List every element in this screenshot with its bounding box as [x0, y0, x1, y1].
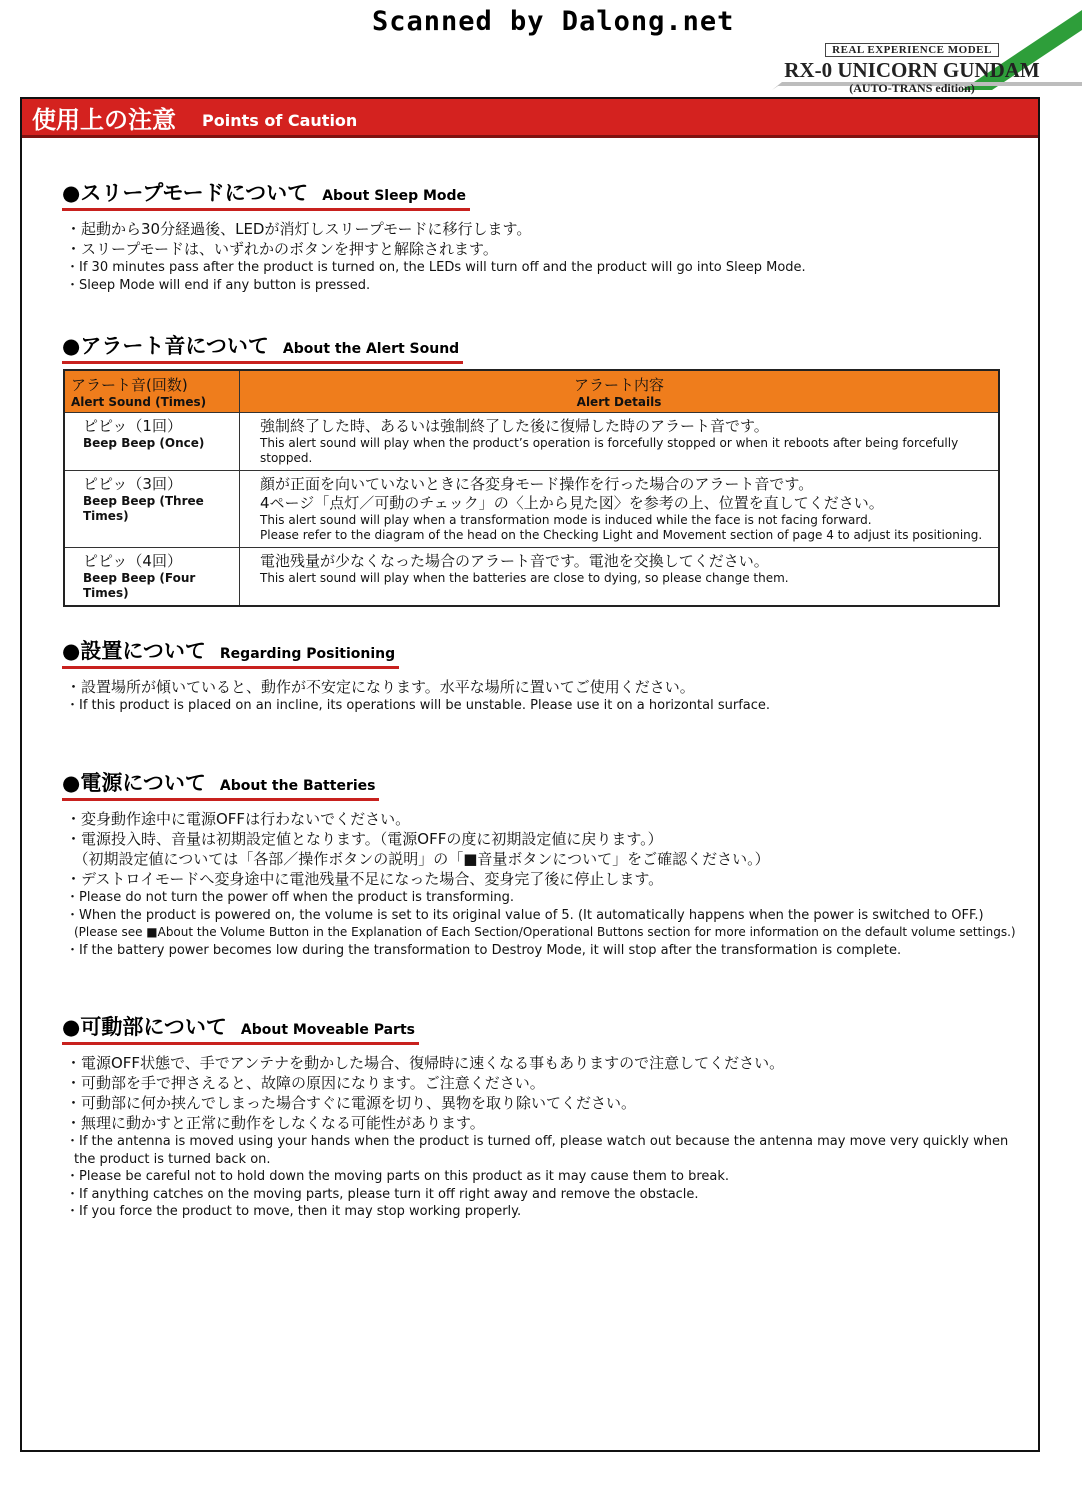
text-line: (Please see ■About the Volume Button in the Explanation of Each Section/Operational Buttons section for more information on the default volume settings.)	[74, 925, 1016, 939]
scanner-watermark: Scanned by Dalong.net	[372, 6, 735, 37]
section-heading-ja: ●設置について	[62, 639, 206, 663]
page-title-ja: 使用上の注意	[32, 105, 176, 134]
section-heading-ja: ●アラート音について	[62, 334, 269, 358]
alert-sound-table	[63, 369, 1000, 607]
section-positioning	[62, 635, 1018, 715]
text-line: ・無理に動かすと正常に動作をしなくなる可能性があります。	[66, 1114, 485, 1132]
section-heading-en: About Moveable Parts	[240, 1022, 415, 1038]
details-cell	[240, 471, 1000, 548]
column-header-en: Alert Sound (Times)	[71, 395, 207, 409]
text-line: ・変身動作途中に電源OFFは行わないでください。	[66, 810, 411, 828]
column-header-details	[240, 370, 1000, 413]
sound-en: Beep Beep (Four Times)	[83, 571, 196, 600]
text-line: ・If this product is placed on an incline, its operations will be unstable. Please use it on a horizontal surface.	[66, 698, 771, 713]
sound-en: Beep Beep (Once)	[83, 436, 205, 450]
text-line: ・可動部を手で押さえると、故障の原因になります。ご注意ください。	[66, 1074, 545, 1092]
page-title-en: Points of Caution	[202, 110, 358, 130]
text-line: ・電源OFF状態で、手でアンテナを動かした場合、復帰時に速くなる事もありますので注意してください。	[66, 1054, 785, 1072]
text-line: ・Please do not turn the power off when the product is transforming.	[66, 890, 515, 905]
text-line: ・起動から30分経過後、LEDが消灯しスリープモードに移行します。	[66, 220, 532, 238]
section-heading-en: About the Alert Sound	[282, 341, 460, 357]
details-cell	[240, 548, 1000, 607]
text-line: ・可動部に何か挟んでしまった場合すぐに電源を切り、異物を取り除いてください。	[66, 1094, 637, 1112]
section-moveable-parts	[62, 1011, 1018, 1221]
section-heading-ja: ●可動部について	[62, 1015, 227, 1039]
section-heading-ja: ●スリープモードについて	[62, 181, 309, 205]
column-header-en: Alert Details	[576, 395, 662, 409]
section-batteries	[62, 767, 1018, 959]
section-heading	[62, 767, 379, 801]
brand-edition: (AUTO-TRANS edition)	[849, 81, 975, 95]
details-ja: 電池残量が少なくなった場合のアラート音です。電池を交換してください。	[260, 552, 769, 570]
sound-cell	[64, 471, 240, 548]
section-heading-ja: ●電源について	[62, 771, 206, 795]
section-heading-en: About Sleep Mode	[322, 188, 467, 204]
text-line: （初期設定値については「各部／操作ボタンの説明」の「■音量ボタンについて」をご確認ください。）	[66, 850, 770, 868]
section-heading-en: About the Batteries	[219, 778, 376, 794]
text-line: the product is turned back on.	[74, 1151, 271, 1167]
brand-model: RX-0 UNICORN GUNDAM	[784, 58, 1040, 82]
table-header-row	[64, 370, 999, 413]
section-heading	[62, 330, 463, 364]
text-line: ・When the product is powered on, the volume is set to its original value of 5. (It automatically happens when the power is switched to OFF.)	[66, 907, 984, 923]
text-line: ・設置場所が傾いていると、動作が不安定になります。水平な場所に置いてご使用ください。	[66, 678, 695, 696]
table-row	[64, 548, 999, 607]
sound-ja: ピピッ（4回）	[83, 552, 182, 570]
details-en: Please refer to the diagram of the head on the Checking Light and Movement section of page 4 to adjust its positioning.	[260, 528, 983, 542]
section-heading	[62, 1011, 419, 1045]
caution-frame	[20, 97, 1040, 1452]
sound-ja: ピピッ（3回）	[83, 475, 182, 493]
column-header-ja: アラート内容	[573, 376, 664, 394]
brand-block	[782, 40, 1042, 94]
text-line: ・If anything catches on the moving parts, please turn it off right away and remove the obstacle.	[66, 1186, 699, 1202]
details-en: This alert sound will play when a transformation mode is induced while the face is not facing forward.	[260, 513, 872, 527]
text-line: ・電源投入時、音量は初期設定値となります。（電源OFFの度に初期設定値に戻ります。）	[66, 830, 663, 848]
text-line: ・スリープモードは、いずれかのボタンを押すと解除されます。	[66, 240, 498, 258]
column-header-sound	[64, 370, 240, 413]
details-ja: 4ページ「点灯／可動のチェック」の〈上から見た図〉を参考の上、位置を直してください。	[260, 494, 884, 512]
section-heading	[62, 635, 399, 669]
table-row	[64, 471, 999, 548]
text-line: ・If the antenna is moved using your hands when the product is turned off, please watch out because the antenna may move very quickly when	[66, 1134, 1009, 1149]
sound-cell	[64, 413, 240, 471]
details-cell	[240, 413, 1000, 471]
details-ja: 強制終了した時、あるいは強制終了した後に復帰した時のアラート音です。	[260, 417, 769, 435]
section-heading	[62, 177, 470, 211]
text-line: ・Sleep Mode will end if any button is pressed.	[66, 277, 371, 293]
details-en: This alert sound will play when the product’s operation is forcefully stopped or when it reboots after being forcefully stopped.	[260, 436, 959, 465]
sound-ja: ピピッ（1回）	[83, 417, 182, 435]
details-en: This alert sound will play when the batteries are close to dying, so please change them.	[260, 571, 789, 585]
sound-en: Beep Beep (Three Times)	[83, 494, 204, 523]
section-heading-en: Regarding Positioning	[219, 646, 396, 662]
text-line: ・If the battery power becomes low during the transformation to Destroy Mode, it will stop after the transformation is complete.	[66, 942, 902, 958]
section-alert-sound	[62, 330, 1018, 364]
table-row	[64, 413, 999, 471]
text-line: ・デストロイモードへ変身途中に電池残量不足になった場合、変身完了後に停止します。	[66, 870, 664, 888]
sound-cell	[64, 548, 240, 607]
section-sleep-mode	[62, 177, 1018, 294]
column-header-ja: アラート音(回数)	[71, 376, 188, 394]
text-line: ・Please be careful not to hold down the moving parts on this product as it may cause them to break.	[66, 1169, 729, 1184]
text-line: ・If 30 minutes pass after the product is turned on, the LEDs will turn off and the product will go into Sleep Mode.	[66, 260, 806, 275]
brand-series: REAL EXPERIENCE MODEL	[825, 43, 999, 57]
text-line: ・If you force the product to move, then it may stop working properly.	[66, 1204, 522, 1219]
page-title-bar	[22, 99, 1038, 138]
details-ja: 顔が正面を向いていないときに各変身モード操作を行った場合のアラート音です。	[260, 475, 814, 493]
